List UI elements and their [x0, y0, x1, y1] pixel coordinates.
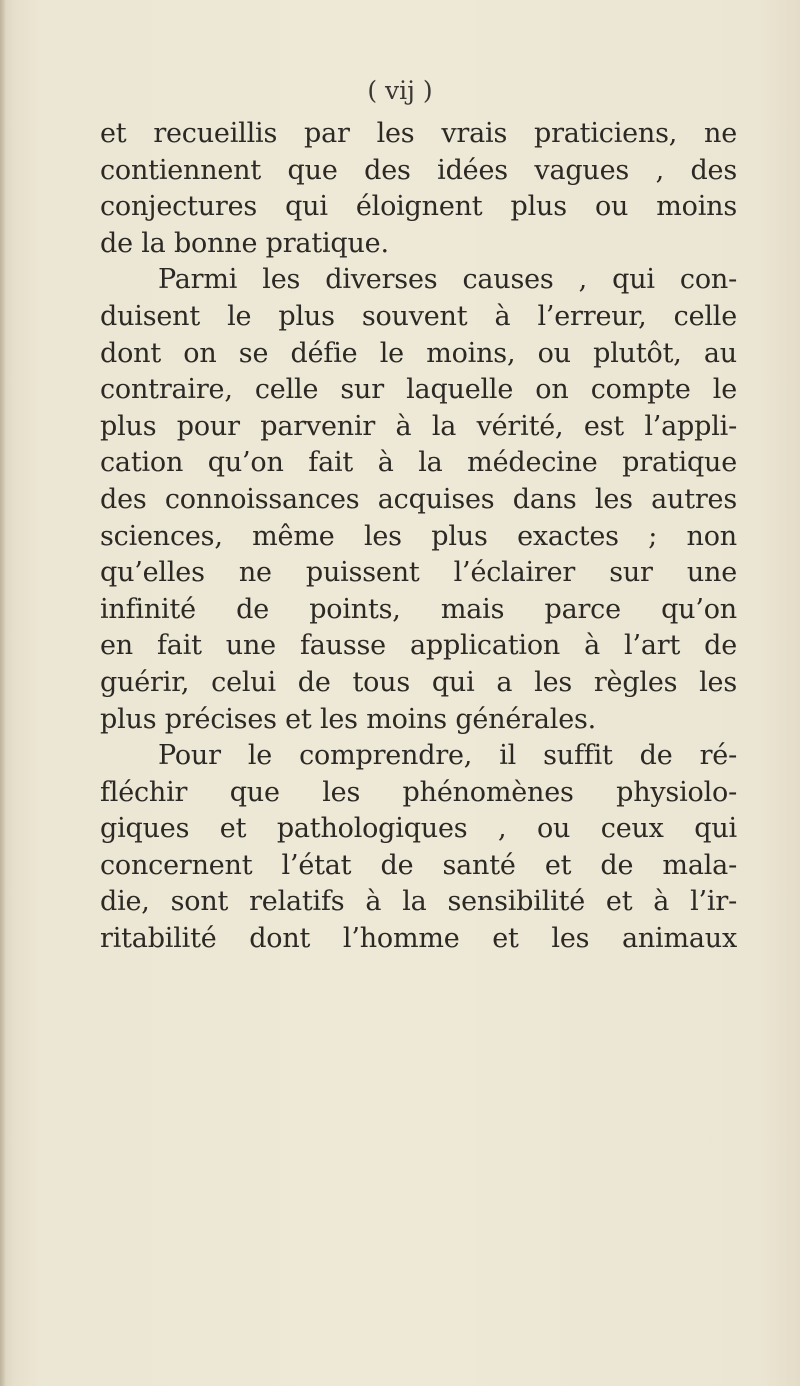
text-line: contiennent que des idées vagues , des: [100, 154, 737, 186]
text-line: et recueillis par les vrais praticiens, ne: [100, 118, 737, 149]
text-line: fléchir que les phénomènes physiolo-: [100, 776, 737, 808]
text-line: infinité de points, mais parce qu’on: [100, 593, 737, 625]
text-line: des connoissances acquises dans les autres: [100, 483, 737, 515]
text-line: sciences, même les plus exactes ; non: [100, 520, 737, 552]
text-line: dont on se défie le moins, ou plutôt, au: [100, 337, 737, 369]
text-line: ritabilité dont l’homme et les animaux: [100, 923, 737, 955]
body-text: [100, 116, 737, 958]
text-line: Parmi les diverses causes , qui con-: [158, 264, 737, 296]
text-line: plus précises et les moins générales.: [100, 703, 597, 735]
text-line: plus pour parvenir à la vérité, est l’appli-: [100, 410, 737, 442]
text-line: concernent l’état de santé et de mala-: [100, 849, 737, 881]
text-line: giques et pathologiques , ou ceux qui: [100, 813, 737, 845]
text-line: en fait une fausse application à l’art de: [100, 630, 737, 662]
text-line: conjectures qui éloignent plus ou moins: [100, 191, 737, 223]
text-line: contraire, celle sur laquelle on compte le: [100, 374, 737, 406]
text-line: guérir, celui de tous qui a les règles les: [100, 666, 737, 698]
text-line: die, sont relatifs à la sensibilité et à l’ir-: [100, 886, 737, 918]
text-line: Pour le comprendre, il suffit de ré-: [158, 740, 737, 772]
text-line: duisent le plus souvent à l’erreur, celle: [100, 300, 737, 332]
text-line: de la bonne pratique.: [100, 227, 389, 259]
page-gutter-shadow: [0, 0, 6, 1386]
page-number: ( vij ): [367, 76, 433, 105]
text-line: qu’elles ne puissent l’éclairer sur une: [100, 557, 737, 589]
text-line: cation qu’on fait à la médecine pratique: [100, 447, 737, 479]
